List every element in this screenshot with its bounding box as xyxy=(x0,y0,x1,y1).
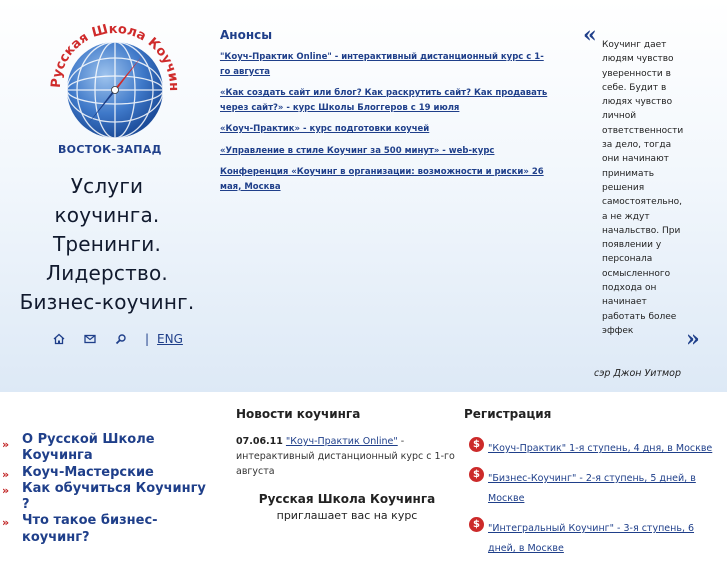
registration-item xyxy=(464,516,714,556)
slogan-line: Лидерство. xyxy=(46,261,168,285)
menu-bullet-icon: » xyxy=(2,438,10,451)
slogan-line: Услуги xyxy=(70,174,144,198)
promo-subtitle: приглашает вас на курс xyxy=(276,509,418,522)
menu-item xyxy=(0,465,210,481)
news-date: 07.06.11 xyxy=(236,436,283,447)
slogan-line: Бизнес-коучинг. xyxy=(19,290,195,314)
quote-text: Коучинг дает людям чувство уверенности в себе. Будит в людях чувство личной ответственности за дело, тогда они начинают принимать решения самостоятельно, а не ждут начальство. При появлении у персонала осмысленного подхода он начинает работать более эффек xyxy=(602,40,684,336)
left-menu xyxy=(0,432,210,546)
quote-next-button[interactable]: » xyxy=(686,326,700,352)
dollar-icon: $ xyxy=(469,467,484,482)
announcement-link[interactable]: «Коуч-Практик» - курс подготовки коучей xyxy=(220,124,430,134)
globe-compass-logo-icon xyxy=(38,10,188,160)
news-text: - интерактивный дистанционный курс с 1-го августа xyxy=(236,436,455,477)
menu-item-business-coaching[interactable]: Что такое бизнес-коучинг? xyxy=(22,513,158,545)
registration-title: Регистрация xyxy=(464,407,552,421)
announcement-link[interactable]: «Как создать сайт или блог? Как раскрутить сайт? Как продавать через сайт?» - курс Школы Блоггеров с 19 июля xyxy=(220,88,548,113)
registration-item xyxy=(464,436,714,456)
menu-item xyxy=(0,481,210,514)
registration-link[interactable]: "Бизнес-Коучинг" - 2-я ступень, 5 дней, в Москве xyxy=(488,473,696,504)
nav-separator: | xyxy=(145,332,150,346)
news-link[interactable]: "Коуч-Практик Online" xyxy=(285,436,398,447)
registration-section xyxy=(464,407,714,566)
registration-link[interactable]: "Интегральный Коучинг" - 3-я ступень, 6 дней, в Москве xyxy=(488,523,695,554)
promo-title: Русская Школа Коучинга xyxy=(258,492,436,506)
menu-item-workshops[interactable]: Коуч-Мастерские xyxy=(22,464,154,480)
school-logo[interactable] xyxy=(38,10,188,160)
announcement-link[interactable]: Конференция «Коучинг в организации: возможности и риски» 26 мая, Москва xyxy=(220,167,544,192)
menu-item-how-to-learn[interactable]: Как обучиться Коучингу ? xyxy=(22,480,206,513)
quote-open-mark: « xyxy=(583,22,597,48)
logo-caption: ВОСТОК-ЗАПАД xyxy=(58,143,162,156)
mail-icon[interactable] xyxy=(83,332,97,346)
news-item xyxy=(236,434,458,479)
dollar-icon: $ xyxy=(469,517,484,532)
news-section xyxy=(236,407,458,522)
announcement-link[interactable]: "Коуч-Практик Online" - интерактивный дистанционный курс с 1-го августа xyxy=(220,52,544,77)
logo-arc-text: Русская Школа Коучин xyxy=(48,21,182,92)
menu-bullet-icon: » xyxy=(2,516,10,530)
menu-bullet-icon: » xyxy=(2,483,10,497)
menu-item xyxy=(0,432,210,465)
announcements-title: Анонсы xyxy=(220,28,273,42)
announcements xyxy=(220,28,550,201)
news-title: Новости коучинга xyxy=(236,407,361,421)
slogan xyxy=(12,172,202,317)
registration-item xyxy=(464,466,714,506)
quote-author: сэр Джон Уитмор xyxy=(594,368,682,379)
dollar-icon: $ xyxy=(469,437,484,452)
announcement-link[interactable]: «Управление в стиле Коучинг за 500 минут» - web-курс xyxy=(220,145,495,156)
home-icon[interactable] xyxy=(52,332,66,346)
menu-item-about[interactable]: О Русской Школе Коучинга xyxy=(22,432,155,464)
english-link[interactable]: ENG xyxy=(157,332,183,346)
slogan-line: коучинга. xyxy=(54,203,160,227)
registration-link[interactable]: "Коуч-Практик" 1-я ступень, 4 дня, в Москве xyxy=(488,443,713,454)
quick-nav xyxy=(52,331,183,347)
search-icon[interactable] xyxy=(114,332,128,346)
menu-item xyxy=(0,513,210,546)
slogan-line: Тренинги. xyxy=(52,232,162,256)
menu-bullet-icon: » xyxy=(2,467,10,481)
